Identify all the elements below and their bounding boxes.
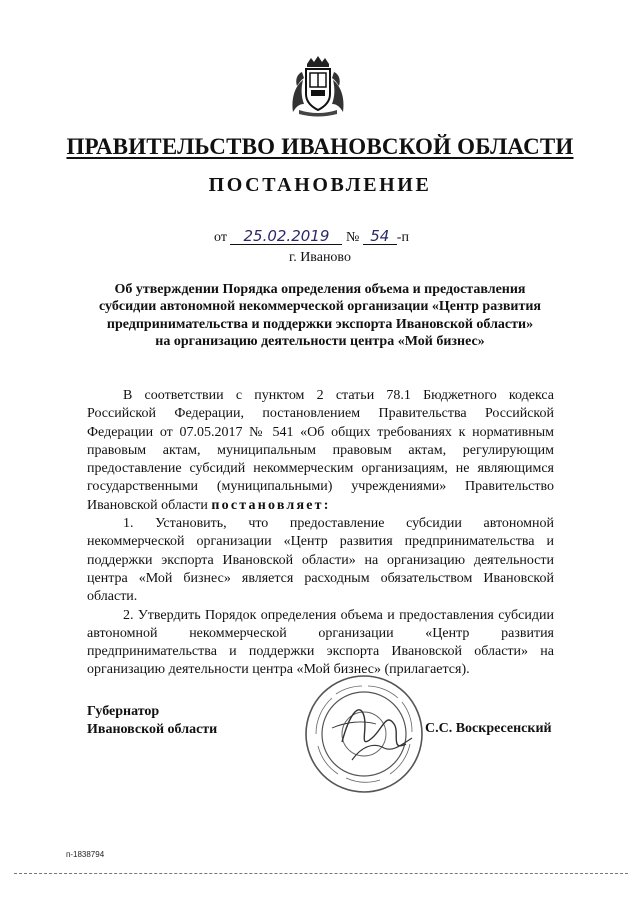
handwritten-date: 25.02.2019 (230, 228, 342, 245)
subject-line: предпринимательства и поддержки экспорта Ивановской области» (106, 316, 534, 332)
clause-2-paragraph: 2. Утвердить Порядок определения объема и предоставления субсидии автономной некоммерческой организации «Центр развития предпринимательства и поддержки экспорта Ивановской области» на организацию деятельности центра «Мой бизнес» (прилагается). (87, 607, 554, 678)
page-divider (14, 873, 628, 874)
number-suffix: -п (396, 230, 409, 245)
signer-position (87, 703, 217, 739)
handwritten-number: 54 (363, 228, 397, 245)
date-prefix: от (214, 230, 227, 245)
document-type-title: ПОСТАНОВЛЕНИЕ (208, 174, 432, 196)
government-title: ПРАВИТЕЛЬСТВО ИВАНОВСКОЙ ОБЛАСТИ (66, 134, 574, 159)
coat-of-arms-emblem (285, 52, 351, 118)
preamble-paragraph (87, 387, 554, 515)
registration-line (214, 228, 409, 246)
signer-position-line-1: Губернатор (87, 704, 160, 719)
city-line: г. Иваново (289, 250, 351, 265)
official-seal (302, 672, 426, 796)
document-code: п-1838794 (66, 850, 105, 859)
decree-word: постановляет: (211, 497, 331, 513)
seal-stamp-icon (302, 672, 426, 796)
subject-line: на организацию деятельности центра «Мой бизнес» (155, 334, 485, 350)
document-subject (80, 281, 560, 351)
subject-line: субсидии автономной некоммерческой организации «Центр развития (99, 299, 541, 315)
coat-of-arms-icon (285, 52, 351, 118)
signer-position-line-2: Ивановской области (87, 722, 218, 737)
document-body (87, 387, 554, 680)
number-sign: № (345, 230, 360, 245)
subject-line: Об утверждении Порядка определения объема и предоставления (114, 282, 526, 297)
preamble-text: В соответствии с пунктом 2 статьи 78.1 Бюджетного кодекса Российской Федерации, постановлением Правительства Российской Федерации от 07.05.2017 № 541 «Об общих требованиях к нормативным правовым актам, муниципальным правовым актам, регулирующим предоставление субсидий некоммерческим организациям, не являющимся государственными (муниципальными) учреждениями» Правительство Ивановской области (87, 388, 554, 513)
clause-1-paragraph: 1. Установить, что предоставление субсидии автономной некоммерческой организации «Центр развития предпринимательства и поддержки экспорта Ивановской области» на организацию деятельности центра «Мой бизнес» является расходным обязательством Ивановской области. (87, 516, 554, 605)
signer-name: С.С. Воскресенский (425, 721, 552, 736)
